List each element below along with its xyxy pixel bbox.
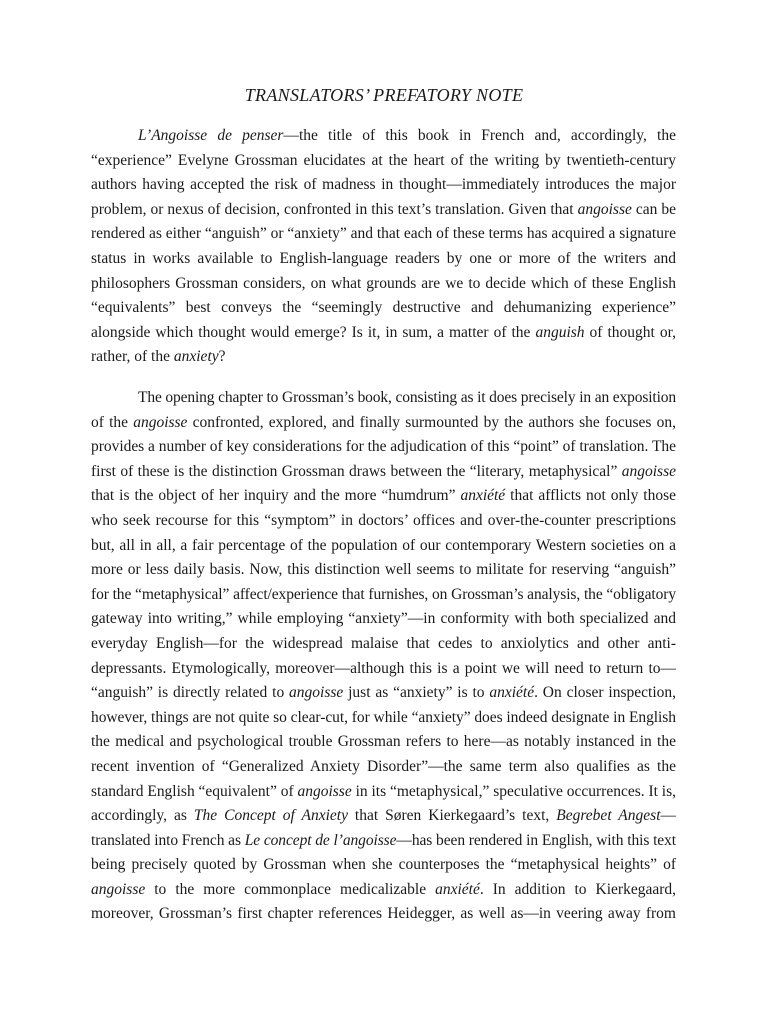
text-run: problem, or nexus of decision, confronted in this text’s translation. Given that: [91, 200, 578, 218]
text-run: translated into French as: [91, 831, 245, 849]
italic-text: Begrebet Angest: [556, 807, 661, 825]
text-line: [91, 706, 676, 731]
text-run: more or less daily basis. Now, this distinction well seems to militate for reserving “anguish”: [91, 561, 676, 579]
text-run: . In addition to Kierkegaard,: [479, 880, 676, 898]
text-run: but, all in all, a fair percentage of the population of our contemporary Western societies on a: [91, 536, 676, 554]
text-run: who seek recourse for this “symptom” in doctors’ offices and over-the-counter prescriptions: [91, 511, 676, 529]
text-run: “anguish” is directly related to: [91, 684, 290, 702]
text-line: [91, 632, 676, 657]
text-line: [91, 681, 676, 706]
text-line: [91, 272, 676, 297]
text-line: [91, 730, 676, 755]
text-run: rather, of the: [91, 348, 174, 366]
text-run: rendered as either “anguish” or “anxiety” and that each of these terms has acquired a signature: [91, 225, 676, 243]
text-line: [91, 583, 676, 608]
text-line: [91, 222, 676, 247]
text-run: —the title of this book in French and, accordingly, the: [283, 127, 676, 144]
text-run: provides a number of key considerations for the adjudication of this “point” of translation. The: [91, 438, 676, 456]
text-line: [91, 829, 676, 854]
text-line: [91, 460, 676, 485]
text-run: that is the object of her inquiry and the more “humdrum”: [91, 487, 461, 505]
italic-text: anxiety: [173, 348, 219, 366]
text-run: moreover, Grossman’s first chapter references Heidegger, as well as—in veering away from: [91, 905, 676, 923]
text-run: confronted, explored, and finally surmounted by the authors she focuses on,: [187, 413, 676, 431]
italic-text: angoisse: [133, 413, 188, 431]
text-run: that Søren Kierkegaard’s text,: [347, 807, 557, 825]
text-line: [91, 124, 676, 149]
text-line: [91, 853, 676, 878]
text-line: [91, 149, 676, 174]
text-line: [91, 902, 676, 927]
text-line: [91, 321, 676, 346]
text-line: [91, 607, 676, 632]
text-run: authors having accepted the risk of madness in thought—immediately introduces the major: [91, 176, 676, 194]
text-line: [91, 780, 676, 805]
text-line: [91, 878, 676, 903]
paragraph-1: [91, 124, 676, 370]
text-run: . On closer inspection,: [534, 684, 677, 702]
text-line: [91, 755, 676, 780]
paragraph-2: [91, 386, 676, 927]
text-run: standard English “equivalent” of: [91, 782, 298, 800]
text-line: [91, 296, 676, 321]
italic-text: anxiété: [489, 684, 535, 702]
text-line: [91, 345, 676, 370]
text-run: everyday English—for the widespread malaise that cedes to anxiolytics and other anti-: [91, 634, 676, 652]
text-run: the medical and psychological trouble Grossman refers to here—as notably instanced in the: [91, 733, 676, 751]
text-run: first of these is the distinction Grossman draws between the “literary, metaphysical”: [91, 462, 622, 480]
text-run: depressants. Etymologically, moreover—although this is a point we will need to return to—: [91, 659, 676, 677]
text-line: [91, 558, 676, 583]
text-run: The opening chapter to Grossman’s book, consisting as it does precisely in an exposition: [138, 389, 676, 406]
text-line: [91, 247, 676, 272]
italic-text: The Concept of Anxiety: [193, 807, 348, 825]
text-line: [91, 173, 676, 198]
text-run: status in works available to English-language readers by one or more of the writers and: [91, 249, 676, 267]
text-run: of thought or,: [584, 323, 676, 341]
italic-text: anxiété: [435, 880, 480, 898]
text-line: [91, 509, 676, 534]
text-run: recent invention of “Generalized Anxiety Disorder”—the same term also qualifies as the: [91, 757, 676, 775]
text-line: [91, 657, 676, 682]
text-run: alongside which thought would emerge? Is it, in sum, a matter of the: [91, 323, 536, 341]
text-run: “equivalents” best conveys the “seemingly destructive and dehumanizing experience”: [91, 299, 676, 317]
text-run: in its “metaphysical,” speculative occurrences. It is,: [351, 782, 677, 800]
italic-text: angoisse: [297, 782, 352, 800]
italic-text: angoisse: [91, 880, 146, 898]
italic-text: anguish: [535, 323, 585, 341]
text-run: to the more commonplace medicalizable: [145, 880, 436, 898]
text-run: of the: [91, 413, 134, 431]
text-run: accordingly, as: [91, 807, 194, 825]
text-run: philosophers Grossman considers, on what grounds are we to decide which of these English: [91, 274, 676, 292]
text-run: ?: [218, 348, 226, 366]
text-run: can be: [631, 200, 676, 218]
text-line: [91, 386, 676, 411]
text-run: —has been rendered in English, with this text: [396, 831, 676, 849]
italic-text: angoisse: [577, 200, 632, 218]
text-run: being precisely quoted by Grossman when she counterposes the “metaphysical heights” of: [91, 856, 676, 874]
text-run: just as “anxiety” is to: [343, 684, 490, 702]
italic-text: angoisse: [289, 684, 344, 702]
text-line: [91, 198, 676, 223]
italic-text: anxiété: [460, 487, 506, 505]
italic-text: Le concept de l’angoisse: [244, 831, 397, 849]
text-line: [91, 484, 676, 509]
text-run: “experience” Evelyne Grossman elucidates at the heart of the writing by twentieth-century: [91, 151, 676, 169]
text-run: for the “metaphysical” affect/experience that furnishes, on Grossman’s analysis, the “obligatory: [91, 585, 676, 603]
text-line: [91, 534, 676, 559]
italic-text: L’Angoisse de penser: [138, 127, 284, 144]
text-run: —: [660, 807, 676, 825]
text-line: [91, 804, 676, 829]
text-run: that afflicts not only those: [505, 487, 676, 505]
text-run: however, things are not quite so clear-cut, for while “anxiety” does indeed designate in English: [91, 708, 676, 726]
italic-text: angoisse: [621, 462, 676, 480]
page-title: TRANSLATORS’ PREFATORY NOTE: [244, 85, 524, 105]
text-line: [91, 435, 676, 460]
text-run: gateway into writing,” while employing “anxiety”—in conformity with both specialized and: [91, 610, 676, 628]
text-line: [91, 411, 676, 436]
